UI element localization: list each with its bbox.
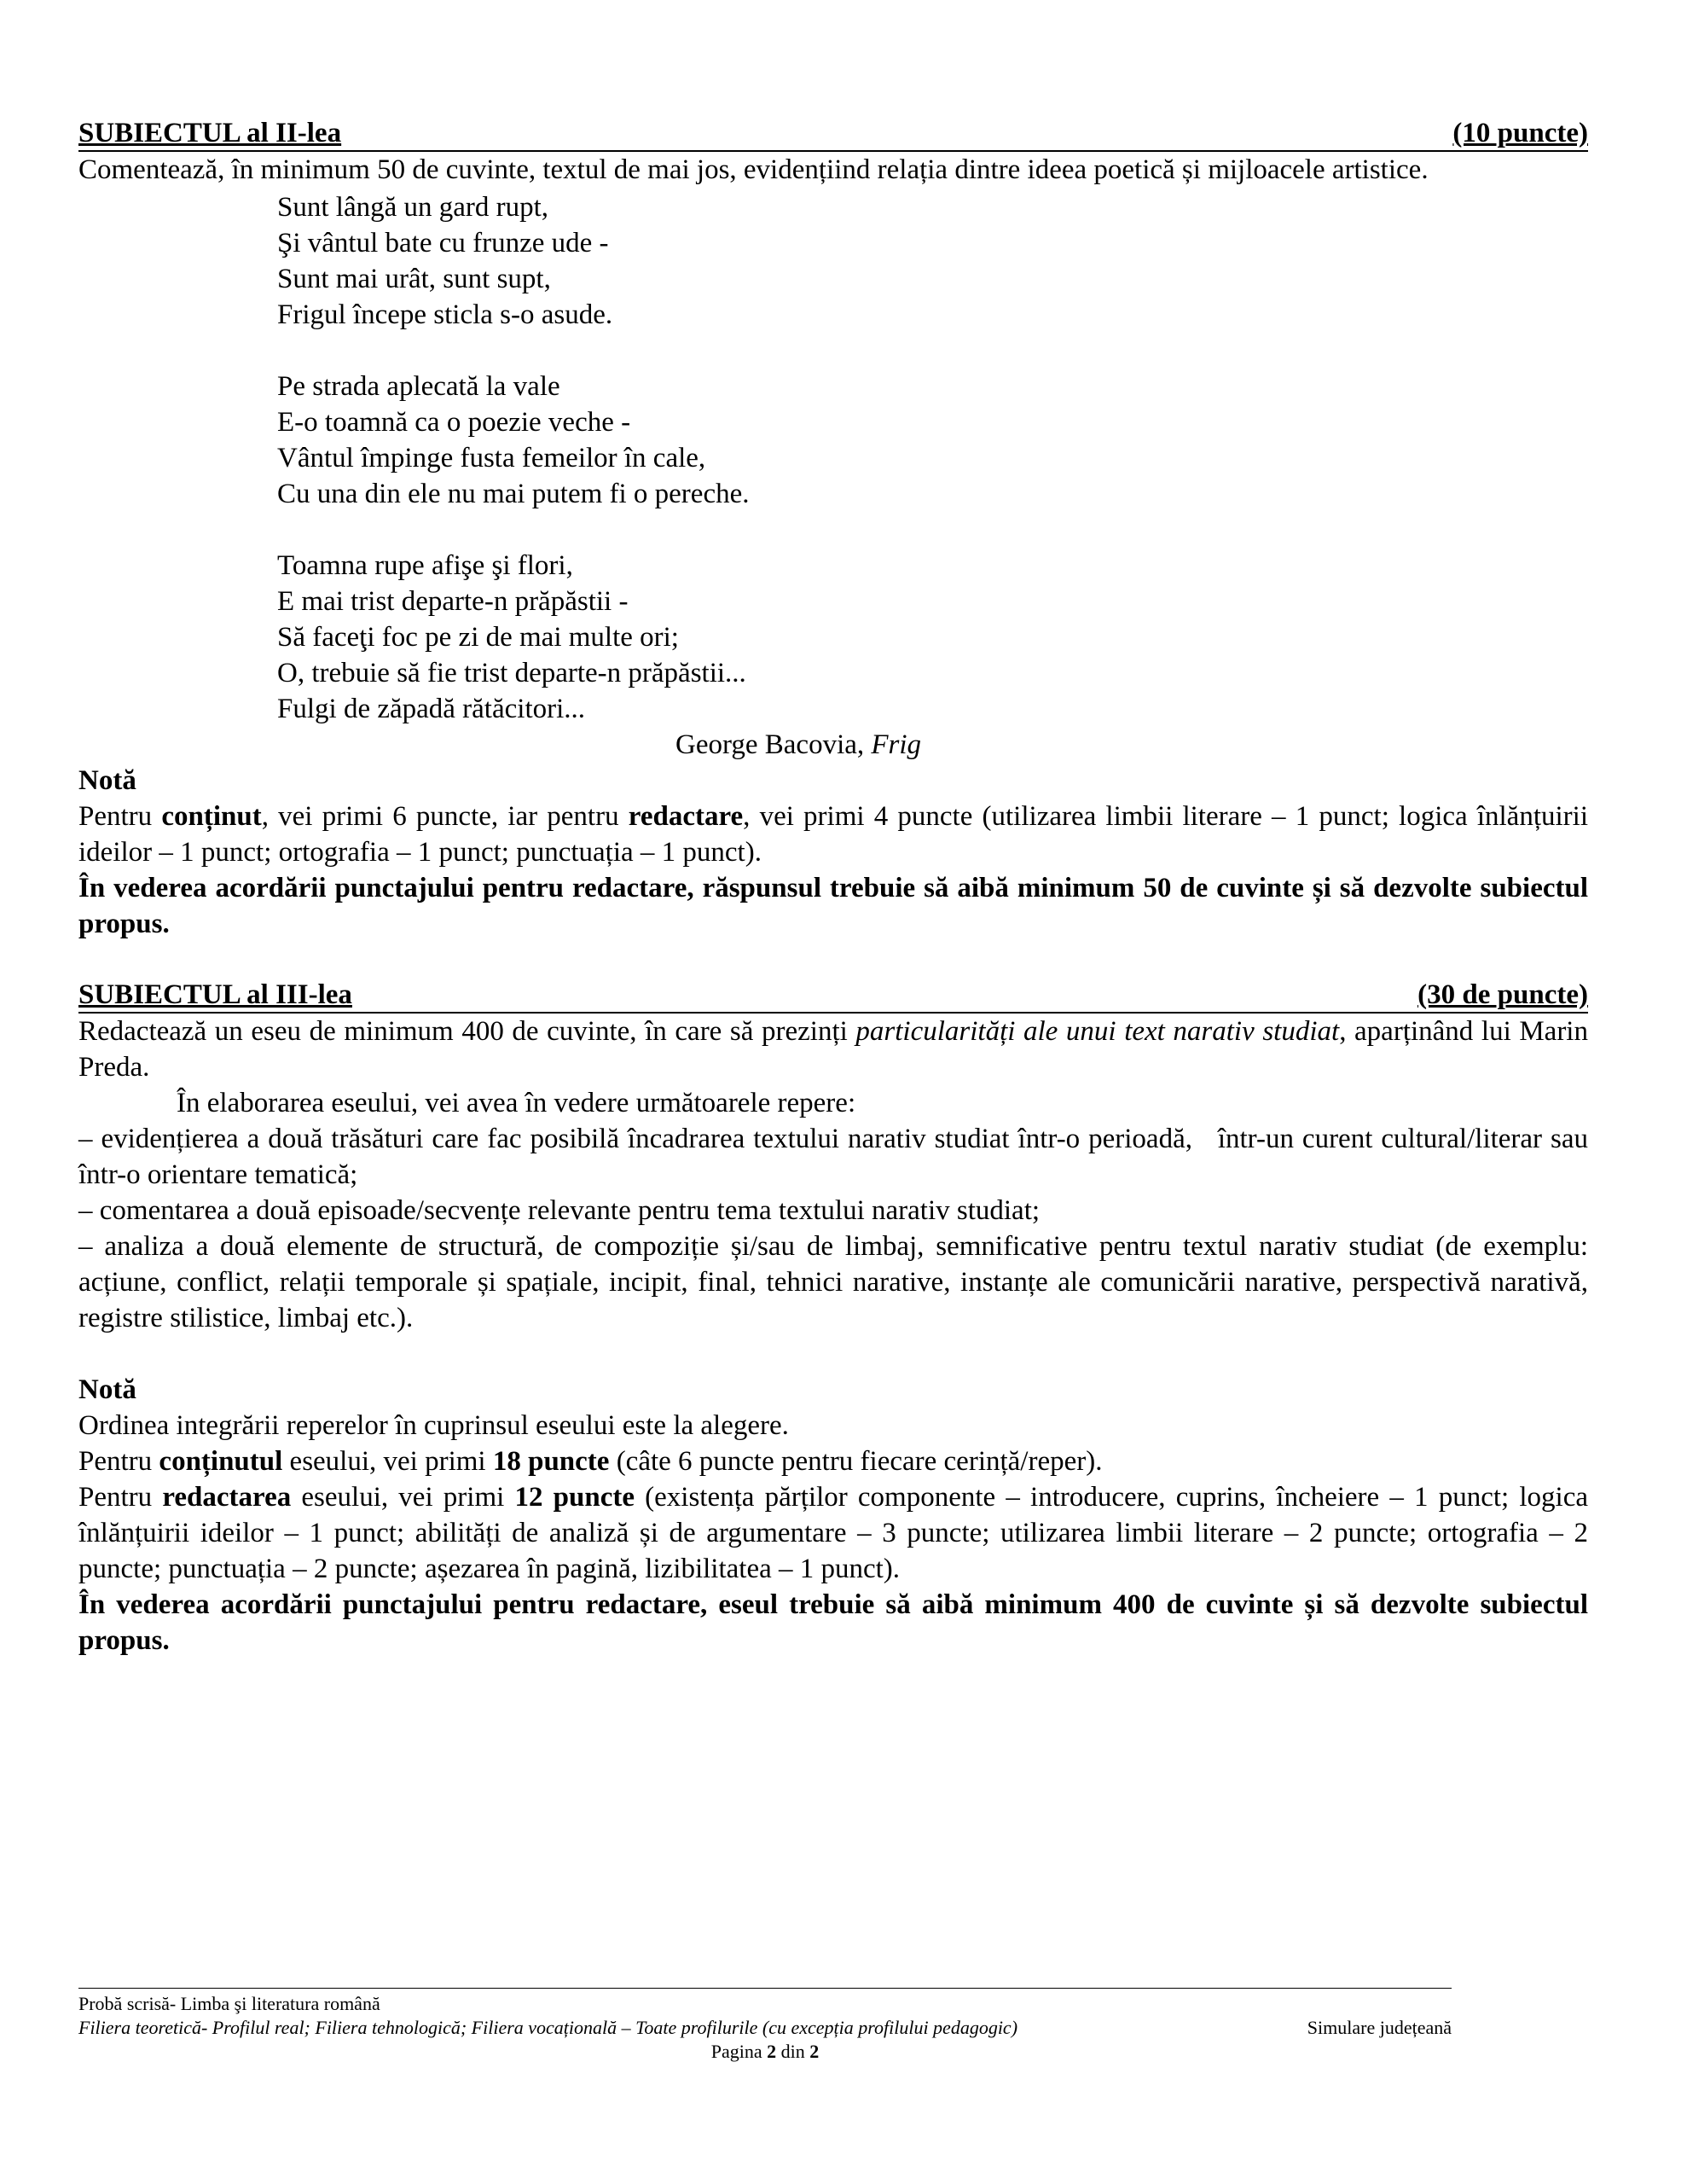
subject-3-content-score (78, 1443, 1588, 1479)
intro-italic: particularități ale unui text narativ studiat (855, 1016, 1340, 1047)
poem-line: Vântul împinge fusta femeilor în cale, (277, 443, 706, 473)
poem-line: Să faceţi foc pe zi de mai multe ori; (277, 622, 679, 653)
score-text: eseului, vei primi (282, 1446, 493, 1477)
intro-text: , aparținând lui Marin Preda. (78, 1016, 1588, 1083)
poem-line: Sunt lângă un gard rupt, (277, 192, 549, 223)
page-current: 2 (767, 2041, 777, 2062)
guide-item-2: – comentarea a două episoade/secvențe relevante pentru tema textului narativ studiat; (78, 1195, 1041, 1226)
poem-line: Frigul începe sticla s-o asude. (277, 299, 613, 330)
subject-3-heading (78, 978, 1588, 1014)
poem-line: E-o toamnă ca o poezie veche - (277, 407, 631, 438)
poem-line: Fulgi de zăpadă rătăcitori... (277, 694, 586, 724)
subject-2-points: (10 puncte) (1452, 118, 1588, 148)
score-bold: 12 puncte (514, 1482, 635, 1513)
intro-text: Redactează un eseu de minimum 400 de cuvinte, în care să prezinți (78, 1016, 856, 1047)
poem (277, 189, 1588, 763)
subject-2-instruction: Comentează, în minimum 50 de cuvinte, textul de mai jos, evidențiind relația dintre ideea poetică și mijloacele artistice. (78, 154, 1429, 185)
score-text: Pentru (78, 1446, 159, 1477)
spacer (78, 942, 1588, 978)
score-text: (existența părților componente – introducere, cuprins, încheiere – 1 punct; logica înlănțuirii ideilor – 1 punct; abilități de analiză și de argumentare – 3 puncte; utilizarea limbii literare – 2 puncte; ortografia – 2 puncte; punctuația – 2 puncte; așezarea în pagină, lizibilitatea – 1 punct). (78, 1482, 1588, 1584)
subject-3-writing-score (78, 1479, 1588, 1587)
page-label: din (776, 2041, 810, 2062)
score-bold: redactarea (162, 1482, 292, 1513)
poem-line: Şi vântul bate cu frunze ude - (277, 228, 609, 258)
score-text: eseului, vei primi (291, 1482, 515, 1513)
guide-item-3: – analiza a două elemente de structură, de compoziție și/sau de limbaj, semnificative pentru textul narativ studiat (de exemplu: acțiune, conflict, relații temporale și spațiale, incipit, final, tehnici narative, instanțe ale comunicării narative, perspectivă narativă, registre stilistice, limbaj etc.). (78, 1231, 1588, 1333)
subject-3-guide: În elaborarea eseului, vei avea în vedere următoarele repere: (177, 1088, 856, 1118)
subject-3-intro (78, 1014, 1588, 1085)
note-text: , vei primi 6 puncte, iar pentru (261, 801, 629, 832)
score-text: Pentru (78, 1482, 163, 1513)
subject-3-order: Ordinea integrării reperelor în cuprinsul eseului este la alegere. (78, 1410, 789, 1441)
poem-line: Cu una din ele nu mai putem fi o pereche. (277, 479, 750, 509)
footer-exam-name: Probă scrisă- Limba şi literatura română (78, 1993, 380, 2014)
poem-line: E mai trist departe-n prăpăstii - (277, 586, 629, 617)
subject-3-title: SUBIECTUL al III-lea (78, 979, 352, 1010)
poem-stanza-1 (277, 189, 1588, 333)
page-label: Pagina (710, 2041, 768, 2062)
poem-title: Frig (871, 729, 922, 760)
footer-profiles: Filiera teoretică- Profilul real; Filiera tehnologică; Filiera vocațională – Toate profilurile (cu excepția profilului pedagogic) (78, 2017, 1018, 2038)
subject-2-note (78, 799, 1588, 870)
footer-simulation: Simulare județeană (1307, 2017, 1452, 2038)
poem-author: George Bacovia, (675, 729, 865, 760)
subject-2-note-title: Notă (78, 765, 136, 796)
footer-divider (78, 1988, 1452, 1989)
score-bold: 18 puncte (492, 1446, 610, 1477)
subject-2-requirement: În vederea acordării punctajului pentru redactare, răspunsul trebuie să aibă minimum 50 de cuvinte și să dezvolte subiectul propus. (78, 873, 1588, 939)
poem-line: Pe strada aplecată la vale (277, 371, 560, 402)
page-total: 2 (809, 2041, 820, 2062)
poem-stanza-3 (277, 548, 1588, 727)
subject-3-points: (30 de puncte) (1417, 979, 1588, 1010)
page-footer (78, 1988, 1452, 2064)
score-text: (câte 6 puncte pentru fiecare cerință/reper). (609, 1446, 1103, 1477)
guide-item-1: – evidențierea a două trăsături care fac posibilă încadrarea textului narativ studiat într-o perioadă, într-un curent cultural/literar sau într-o orientare tematică; (78, 1124, 1596, 1190)
subject-3-requirement: În vederea acordării punctajului pentru redactare, eseul trebuie să aibă minimum 400 de cuvinte și să dezvolte subiectul propus. (78, 1589, 1588, 1656)
poem-stanza-2 (277, 369, 1588, 512)
subject-2-title: SUBIECTUL al II-lea (78, 118, 342, 148)
subject-3-note-title: Notă (78, 1374, 136, 1405)
note-text: , vei primi 4 puncte (utilizarea limbii literare – 1 punct; logica înlănțuirii ideilor – 1 punct; ortografia – 1 punct; punctuația – 1 punct). (78, 801, 1588, 868)
spacer (78, 1336, 1588, 1372)
poem-line: O, trebuie să fie trist departe-n prăpăstii... (277, 658, 746, 688)
note-text: Pentru (78, 801, 162, 832)
subject-2-heading (78, 116, 1588, 152)
poem-attribution (675, 727, 1588, 763)
note-bold: conținut (161, 801, 262, 832)
score-bold: conținutul (159, 1446, 283, 1477)
exam-content (78, 116, 1596, 1658)
footer-row (78, 2016, 1452, 2040)
note-bold: redactare (628, 801, 744, 832)
poem-line: Sunt mai urât, sunt supt, (277, 264, 551, 294)
page-number (78, 2040, 1452, 2064)
poem-line: Toamna rupe afişe şi flori, (277, 550, 573, 581)
